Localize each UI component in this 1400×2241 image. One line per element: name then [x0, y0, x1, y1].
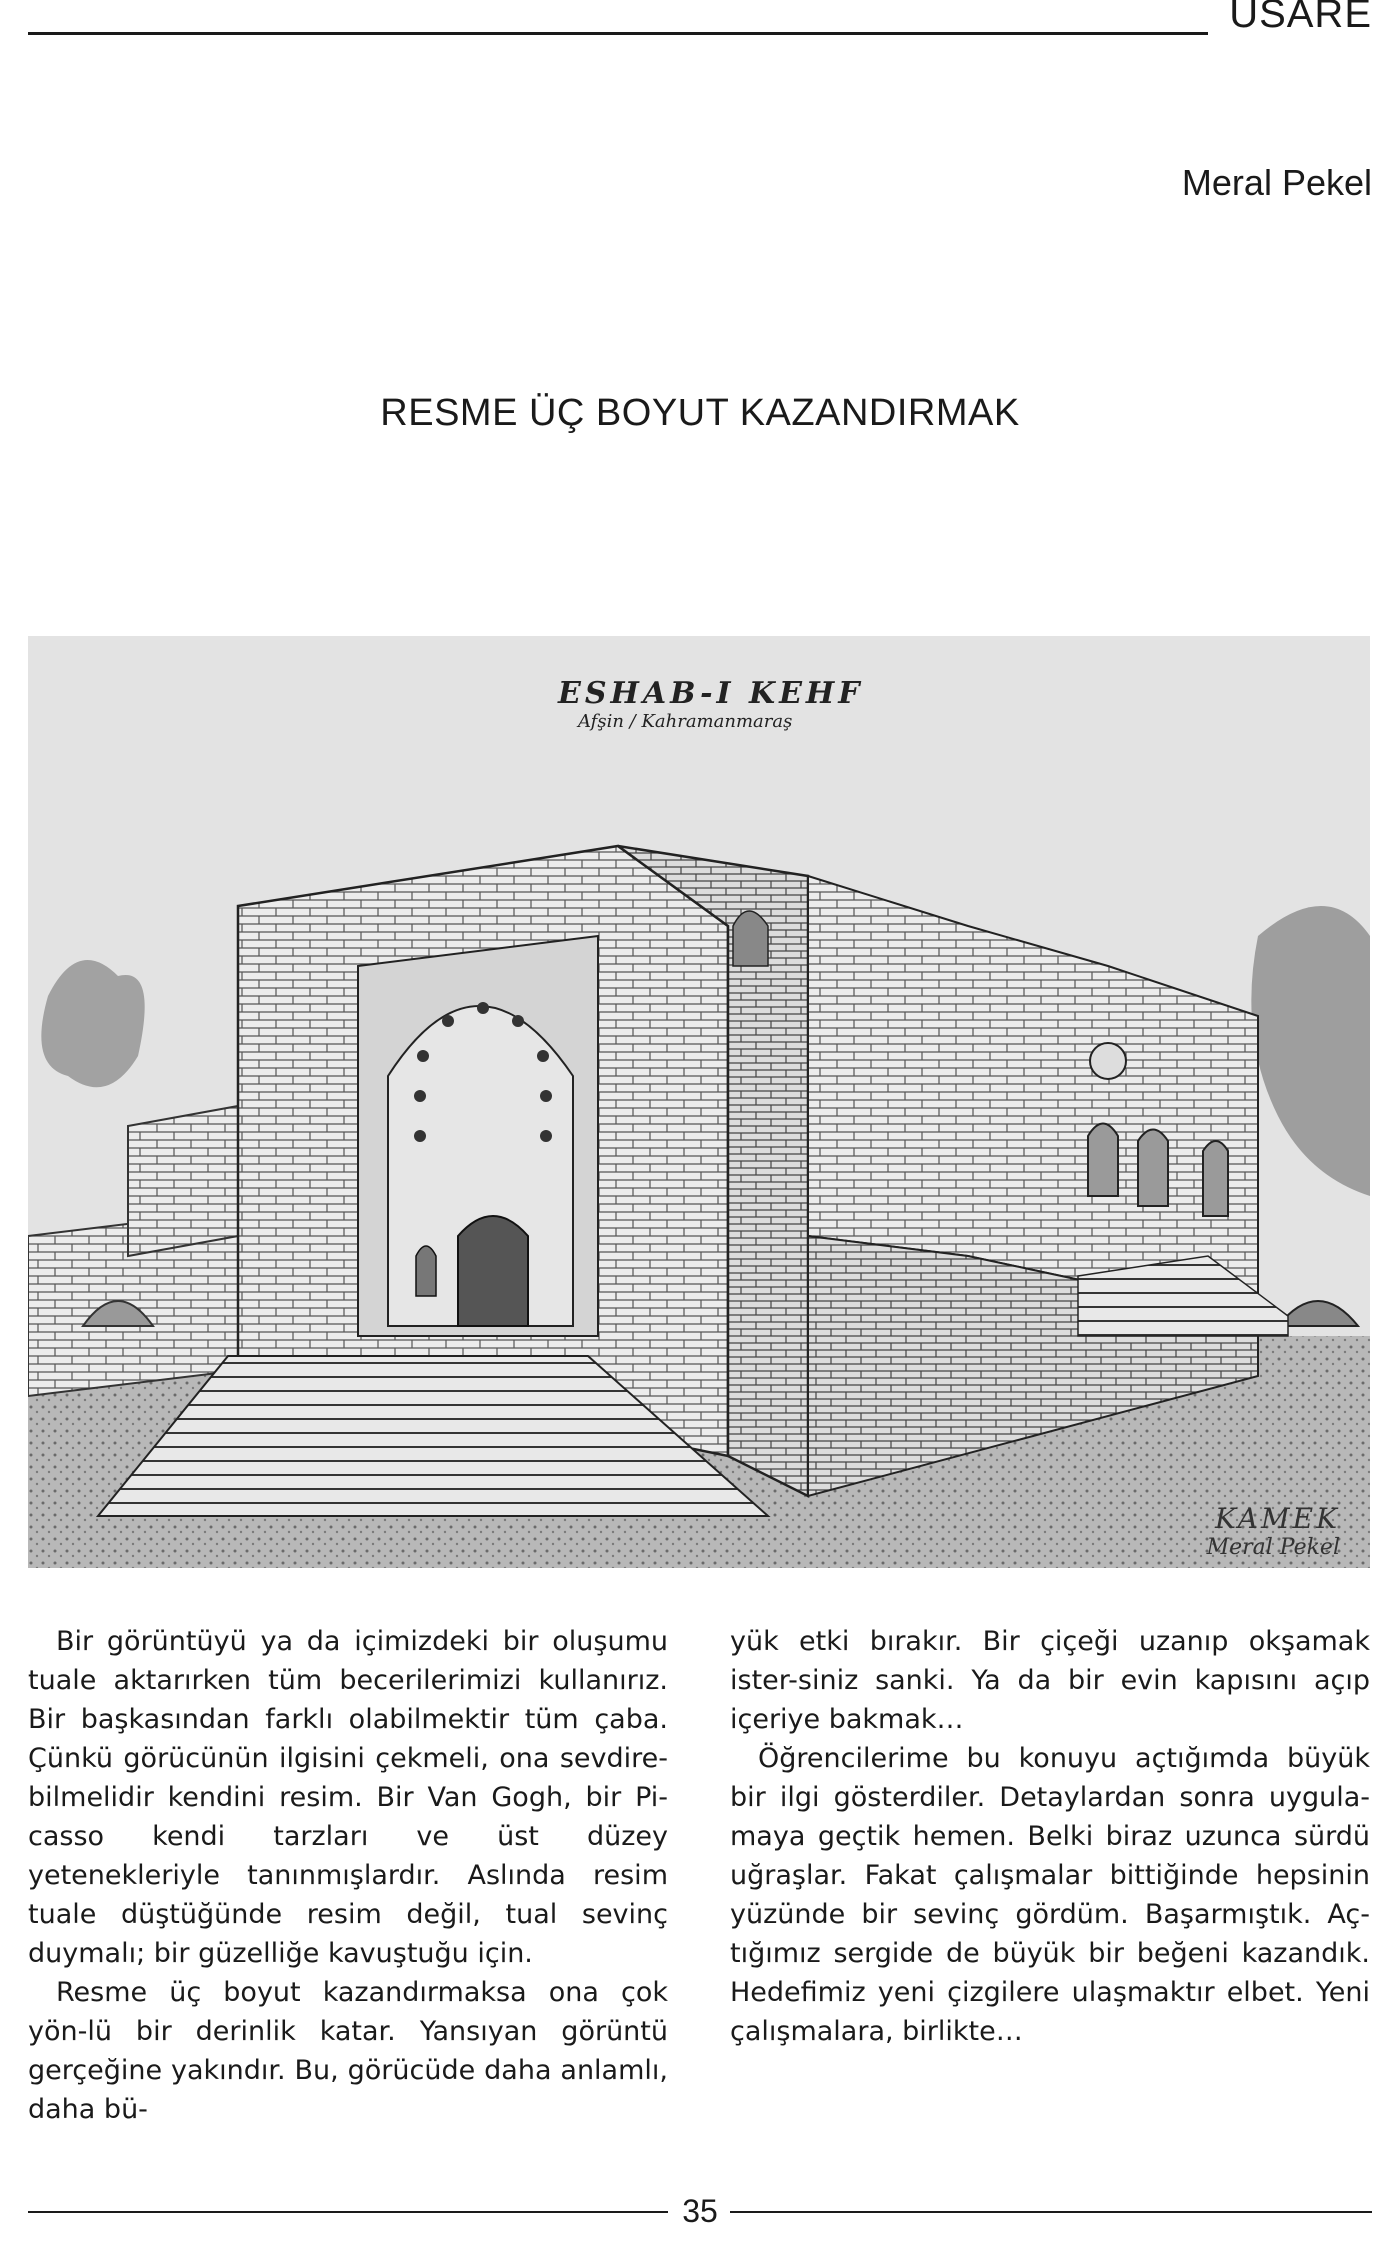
- drawing-caption-place: Afşin / Kahramanmaraş: [578, 711, 793, 732]
- rose-window: [1090, 1043, 1126, 1079]
- left-tower: [128, 1106, 238, 1256]
- article-title: RESME ÜÇ BOYUT KAZANDIRMAK: [380, 392, 1020, 434]
- text-column-right: [730, 1622, 1370, 2051]
- door-arch: [458, 1216, 528, 1326]
- signature-school: KAMEK: [1214, 1502, 1340, 1535]
- paragraph: Resme üç boyut kazandırmaksa ona çok yön-lü bir derinlik katar. Yansıyan görüntü gerçeğine yakındır. Bu, görücüde daha anlamlı, daha bü-: [28, 1977, 668, 2125]
- drawing-svg: [28, 636, 1370, 1568]
- signature-artist: Meral Pekel: [1206, 1535, 1340, 1560]
- building-drawing: [28, 636, 1370, 1568]
- text-column-left: [28, 1622, 668, 2129]
- tree-right-icon: [1251, 906, 1370, 1196]
- page-number: 35: [682, 2193, 718, 2229]
- portal-window: [416, 1246, 436, 1296]
- section-label: USARE: [1229, 0, 1372, 36]
- author-name: Meral Pekel: [1181, 162, 1372, 203]
- paragraph: Bir görüntüyü ya da içimizdeki bir oluşumu tuale aktarırken tüm becerilerimizi kullanırız. Bir başkasından farklı olabilmektir tüm çaba. Çünkü görücünün ilgisini çekmeli, ona sevdire-bilmelidir kendini resim. Bir Van Gogh, bir Pi-casso kendi tarzları ve üst düzey yetenekleriyle tanınmışlardır. Aslında resim tuale düştüğünde resim değil, tual sevinç duymalı; bir güzelliğe kavuştuğu için.: [28, 1626, 668, 1969]
- tower-window: [733, 911, 768, 966]
- right-arch: [1278, 1301, 1358, 1326]
- paragraph: yük etki bırakır. Bir çiçeği uzanıp okşamak ister-siniz sanki. Ya da bir evin kapısını açıp içeriye bakmak…: [730, 1626, 1370, 1735]
- paragraph: Öğrencilerime bu konuyu açtığımda büyük bir ilgi gösterdiler. Detaylardan sonra uygula-maya geçtik hemen. Belki biraz uzunca sürdü uğraşlar. Fakat çalışmalar bittiğinde hepsinin yüzünde bir sevinç gördüm. Başarmıştık. Aç-tığımız sergide de büyük bir beğeni kazandık. Hedefimiz yeni çizgilere ulaşmaktır elbet. Yeni çalışmalara, birlikte…: [730, 1743, 1370, 2047]
- drawing-signature: [1207, 1502, 1340, 1560]
- tree-left-icon: [41, 960, 144, 1087]
- drawing-caption: [558, 676, 864, 732]
- drawing-caption-title: ESHAB-I KEHF: [558, 676, 864, 711]
- header-rule: [28, 32, 1208, 35]
